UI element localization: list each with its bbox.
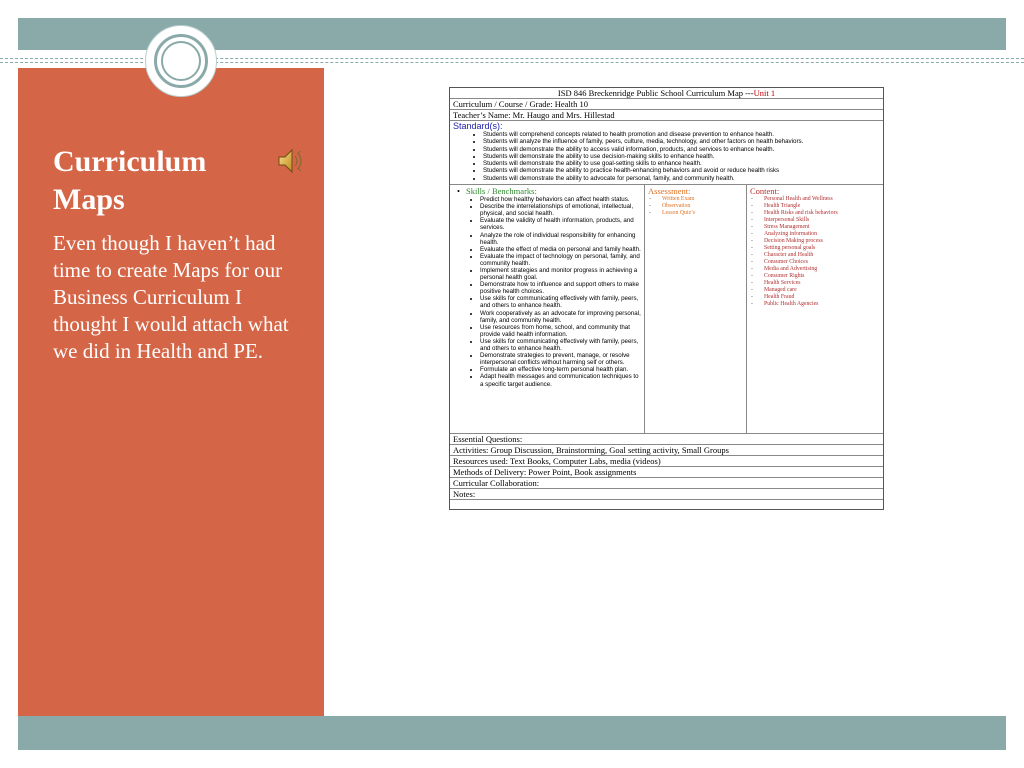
skill-item: • Work cooperatively as an advocate for improving personal, family, and community health. xyxy=(480,310,642,324)
slide-title: Curriculum Maps xyxy=(53,145,207,216)
content-item: - Public Health Agencies xyxy=(765,301,880,308)
content-item: - Media and Advertising xyxy=(765,266,880,273)
content-item: - Analyzing information xyxy=(765,231,880,238)
bottom-accent-band xyxy=(18,716,1006,750)
document-header xyxy=(450,88,883,99)
skill-item: • Use skills for communicating effectively with family, peers, and others to enhance health. xyxy=(480,295,642,309)
content-item: - Decision Making process xyxy=(765,238,880,245)
skill-item: • Evaluate the impact of technology on personal, family, and community health. xyxy=(480,253,642,267)
content-item: - Managed care xyxy=(765,287,880,294)
assessment-list xyxy=(648,196,743,217)
standard-item: • Students will demonstrate the ability to access valid information, products, and services to enhance health. xyxy=(483,146,880,153)
content-item: - Health Risks and risk behaviors xyxy=(765,210,880,217)
content-item: - Character and Health xyxy=(765,252,880,259)
content-list xyxy=(750,196,880,308)
standard-item: • Students will demonstrate the ability to practice health-enhancing behaviors and avoid or reduce health risks xyxy=(483,167,880,174)
skill-item: • Describe the interrelationships of emotional, intellectual, physical, and social health. xyxy=(480,203,642,217)
assessment-heading: Assessment: xyxy=(648,186,691,197)
skill-item: • Analyze the role of individual responsibility for enhancing health. xyxy=(480,232,642,246)
speaker-icon[interactable] xyxy=(275,145,307,177)
decorative-circle-ornament xyxy=(145,25,217,97)
document-header-title: ISD 846 Breckenridge Public School Curriculum Map --- xyxy=(557,88,754,98)
circle-ring xyxy=(154,34,208,88)
essential-questions-row: Essential Questions: xyxy=(450,434,883,445)
content-item: - Consumer Rights xyxy=(765,273,880,280)
standards-list xyxy=(453,131,880,184)
content-item: - Health Services xyxy=(765,280,880,287)
content-column xyxy=(747,185,883,433)
skill-item: • Use skills for communicating effectively with family, peers, and others to enhance health. xyxy=(480,338,642,352)
skills-list xyxy=(452,196,642,388)
content-item: - Health Fraud xyxy=(765,294,880,301)
standard-item: • Students will demonstrate the ability to use goal-setting skills to enhance health. xyxy=(483,160,880,167)
content-item: - Consumer Choices xyxy=(765,259,880,266)
circle-inner-ring xyxy=(161,41,201,81)
content-item: - Stress Management xyxy=(765,224,880,231)
skill-item: • Demonstrate how to influence and support others to make positive health choices. xyxy=(480,281,642,295)
skills-heading: • Skills / Benchmarks: xyxy=(452,186,642,196)
assessment-item: - Observation xyxy=(663,203,743,210)
course-row: Curriculum / Course / Grade: Health 10 xyxy=(450,99,883,110)
content-item: - Setting personal goals xyxy=(765,245,880,252)
teacher-row: Teacher’s Name: Mr. Haugo and Mrs. Hillestad xyxy=(450,110,883,121)
slide-body-text: Even though I haven’t had time to create Maps for our Business Curriculum I thought I would attach what we did in Health and PE. xyxy=(53,231,289,363)
skill-item: • Predict how healthy behaviors can affect health status. xyxy=(480,196,642,203)
skill-item: • Demonstrate strategies to prevent, manage, or resolve interpersonal conflicts without harming self or others. xyxy=(480,352,642,366)
skill-item: • Evaluate the validity of health information, products, and services. xyxy=(480,217,642,231)
standards-section xyxy=(450,121,883,185)
notes-row: Notes: xyxy=(450,489,883,500)
standard-item: • Students will demonstrate the ability to use decision-making skills to enhance health. xyxy=(483,153,880,160)
curriculum-map-document xyxy=(449,87,884,510)
benchmark-columns xyxy=(450,185,883,434)
standard-item: • Students will comprehend concepts related to health promotion and disease prevention to enhance health. xyxy=(483,131,880,138)
assessment-item: - Written Exam xyxy=(663,196,743,203)
content-heading: Content: xyxy=(750,186,780,197)
activities-row: Activities: Group Discussion, Brainstorming, Goal setting activity, Small Groups xyxy=(450,445,883,456)
standards-heading: Standard(s): xyxy=(453,121,503,131)
skill-item: • Adapt health messages and communication techniques to a specific target audience. xyxy=(480,373,642,387)
content-item: - Health Triangle xyxy=(765,203,880,210)
collaboration-row: Curricular Collaboration: xyxy=(450,478,883,489)
skill-item: • Evaluate the effect of media on personal and family health. xyxy=(480,246,642,253)
unit-label: Unit 1 xyxy=(753,88,776,98)
standard-item: • Students will demonstrate the ability to advocate for personal, family, and community health. xyxy=(483,175,880,182)
content-item: - Interpersonal Skills xyxy=(765,217,880,224)
assessment-column xyxy=(645,185,747,433)
delivery-row: Methods of Delivery: Power Point, Book assignments xyxy=(450,467,883,478)
skill-item: • Formulate an effective long-term personal health plan. xyxy=(480,366,642,373)
assessment-item: - Lesson Quiz’s xyxy=(663,210,743,217)
resources-row: Resources used: Text Books, Computer Labs, media (videos) xyxy=(450,456,883,467)
skill-item: • Use resources from home, school, and community that provide valid health information. xyxy=(480,324,642,338)
content-item: - Personal Health and Wellness xyxy=(765,196,880,203)
blank-row xyxy=(450,500,883,509)
standard-item: • Students will analyze the influence of family, peers, culture, media, technology, and other factors on health behaviors. xyxy=(483,138,880,145)
skills-column xyxy=(450,185,645,433)
skill-item: • Implement strategies and monitor progress in achieving a personal health goal. xyxy=(480,267,642,281)
